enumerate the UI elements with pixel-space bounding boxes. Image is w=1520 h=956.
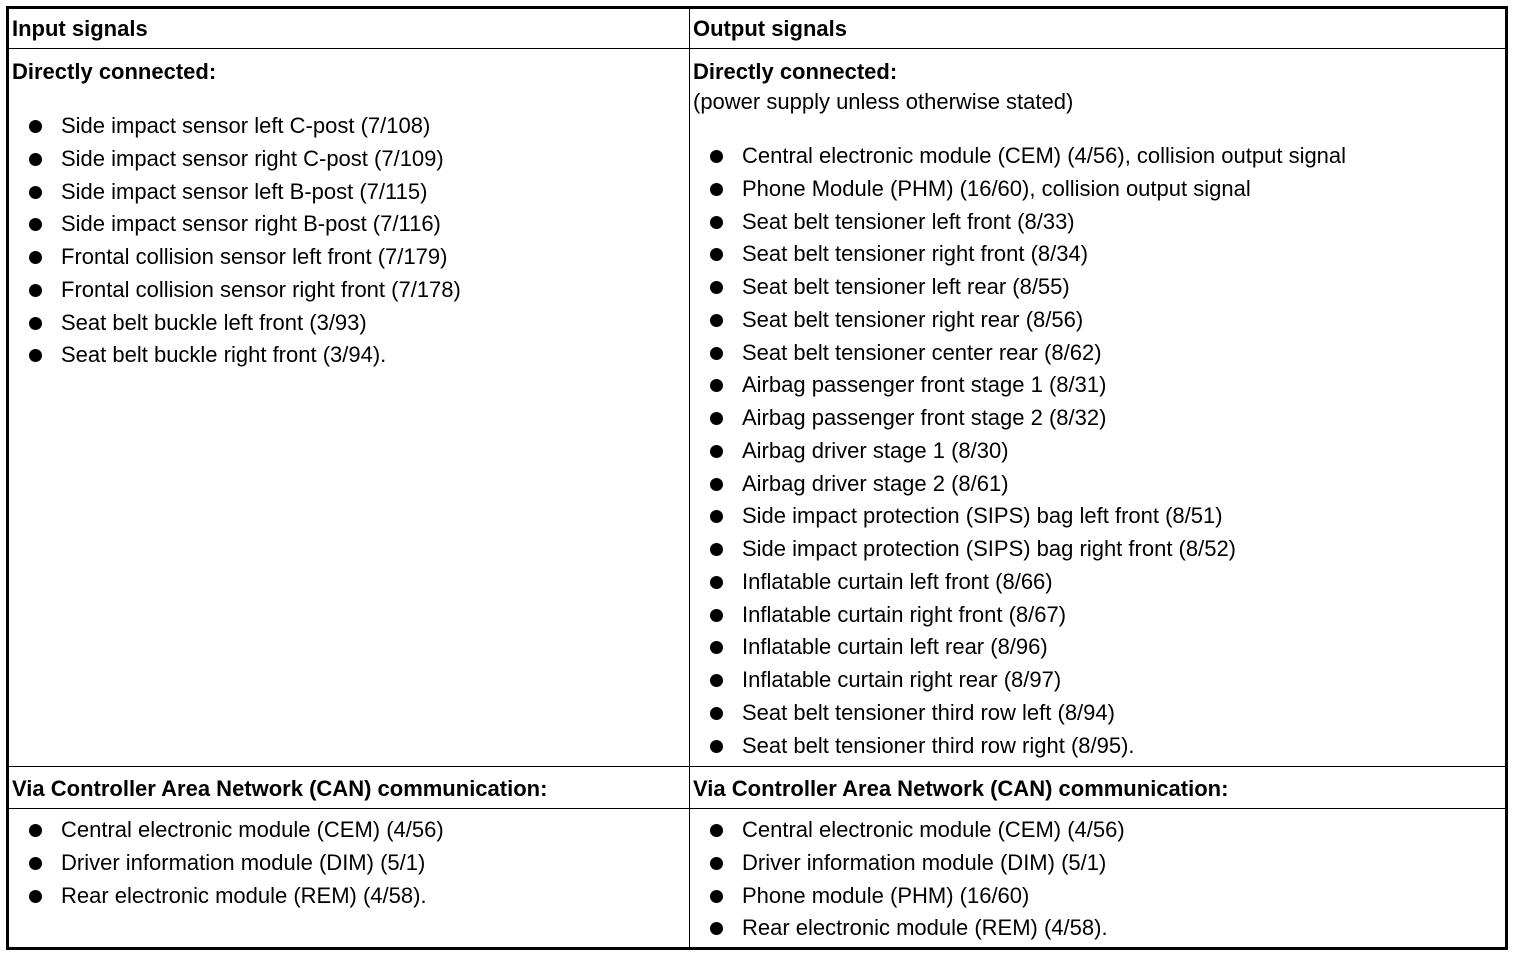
list-item: Central electronic module (CEM) (4/56), collision output signal	[690, 140, 1346, 173]
list-item: Seat belt buckle left front (3/93)	[9, 307, 461, 340]
output-direct-note: (power supply unless otherwise stated)	[693, 89, 1074, 114]
list-item: Driver information module (DIM) (5/1)	[9, 847, 444, 880]
list-item: Rear electronic module (REM) (4/58).	[690, 912, 1125, 945]
list-item: Phone module (PHM) (16/60)	[690, 880, 1125, 913]
list-item: Central electronic module (CEM) (4/56)	[690, 814, 1125, 847]
list-item: Seat belt tensioner right rear (8/56)	[690, 304, 1346, 337]
list-item: Seat belt tensioner left rear (8/55)	[690, 271, 1346, 304]
list-item: Airbag passenger front stage 1 (8/31)	[690, 369, 1346, 402]
output-signals-header: Output signals	[693, 16, 847, 41]
list-item: Frontal collision sensor right front (7/178)	[9, 274, 461, 307]
input-can-list	[9, 814, 444, 912]
can-section-top-divider	[9, 766, 1505, 767]
output-can-list	[690, 814, 1125, 945]
input-signals-header: Input signals	[12, 16, 148, 41]
list-item: Side impact protection (SIPS) bag right front (8/52)	[690, 533, 1346, 566]
list-item: Inflatable curtain right front (8/67)	[690, 599, 1346, 632]
list-item: Airbag driver stage 1 (8/30)	[690, 435, 1346, 468]
list-item: Central electronic module (CEM) (4/56)	[9, 814, 444, 847]
list-item: Side impact protection (SIPS) bag left front (8/51)	[690, 500, 1346, 533]
output-direct-list	[690, 140, 1346, 762]
list-item: Driver information module (DIM) (5/1)	[690, 847, 1125, 880]
input-direct-list	[9, 110, 461, 372]
list-item: Seat belt tensioner third row left (8/94)	[690, 697, 1346, 730]
list-item: Side impact sensor left C-post (7/108)	[9, 110, 461, 143]
list-item: Seat belt tensioner third row right (8/95).	[690, 730, 1346, 763]
list-item: Inflatable curtain right rear (8/97)	[690, 664, 1346, 697]
output-can-title: Via Controller Area Network (CAN) communication:	[693, 776, 1229, 801]
list-item: Side impact sensor right B-post (7/116)	[9, 208, 461, 241]
output-direct-title: Directly connected:	[693, 59, 898, 84]
list-item: Seat belt tensioner center rear (8/62)	[690, 337, 1346, 370]
list-item: Seat belt tensioner left front (8/33)	[690, 206, 1346, 239]
list-item: Inflatable curtain left rear (8/96)	[690, 631, 1346, 664]
list-item: Frontal collision sensor left front (7/179)	[9, 241, 461, 274]
can-section-title-divider	[9, 808, 1505, 809]
list-item: Airbag passenger front stage 2 (8/32)	[690, 402, 1346, 435]
list-item: Seat belt buckle right front (3/94).	[9, 339, 461, 372]
signals-table	[6, 6, 1508, 950]
list-item: Side impact sensor right C-post (7/109)	[9, 143, 461, 176]
input-direct-title: Directly connected:	[12, 59, 217, 84]
list-item: Airbag driver stage 2 (8/61)	[690, 468, 1346, 501]
list-item: Side impact sensor left B-post (7/115)	[9, 176, 461, 209]
list-item: Rear electronic module (REM) (4/58).	[9, 880, 444, 913]
list-item: Seat belt tensioner right front (8/34)	[690, 238, 1346, 271]
header-row-divider	[9, 48, 1505, 49]
input-can-title: Via Controller Area Network (CAN) communication:	[12, 776, 548, 801]
list-item: Inflatable curtain left front (8/66)	[690, 566, 1346, 599]
list-item: Phone Module (PHM) (16/60), collision output signal	[690, 173, 1346, 206]
